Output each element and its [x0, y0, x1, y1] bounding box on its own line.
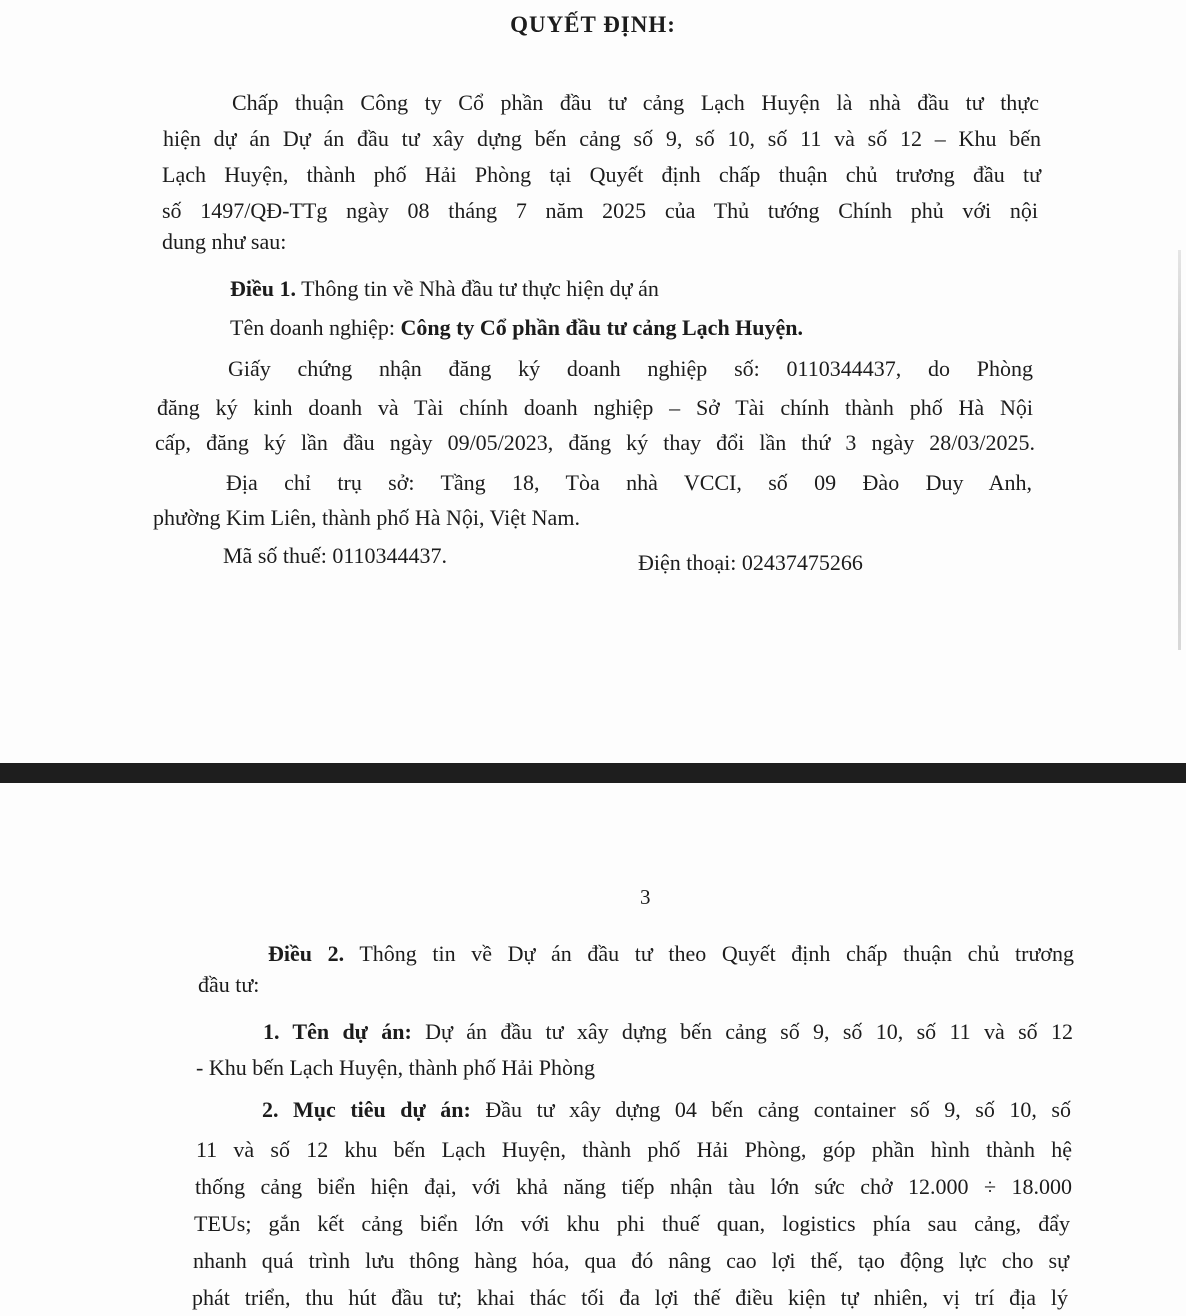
intro-line-5: dung như sau: [162, 229, 287, 254]
article-2-label: Điều 2. [268, 941, 345, 966]
item-2-line-4: nhanh quá trình lưu thông hàng hóa, qua đó nâng cao lợi thế, tạo động lực cho sự [193, 1248, 1069, 1273]
tax-code: Mã số thuế: 0110344437. [223, 543, 448, 568]
article-2-text: Thông tin về Dự án đầu tư theo Quyết định chấp thuận chủ trương [344, 941, 1075, 966]
article-2 [268, 941, 1074, 967]
cert-line-3: cấp, đăng ký lần đầu ngày 09/05/2023, đăng ký thay đổi lần thứ 3 ngày 28/03/2025. [155, 430, 1035, 455]
item-2-label: 2. Mục tiêu dự án: [262, 1097, 471, 1122]
address-line-2: phường Kim Liên, thành phố Hà Nội, Việt Nam. [153, 505, 580, 530]
page-divider [0, 763, 1186, 783]
scan-edge-shadow [1178, 250, 1181, 650]
cert-line-1: Giấy chứng nhận đăng ký doanh nghiệp số: 0110344437, do Phòng [228, 356, 1033, 381]
page-number: 3 [640, 885, 651, 909]
item-1 [263, 1019, 1073, 1045]
item-2 [262, 1097, 1071, 1123]
item-2-line-1: 11 và số 12 khu bến Lạch Huyện, thành phố Hải Phòng, góp phần hình thành hệ [196, 1137, 1072, 1162]
item-1-text: Dự án đầu tư xây dựng bến cảng số 9, số 10, số 11 và số 12 [411, 1019, 1073, 1044]
company-name-line [230, 315, 803, 341]
item-2-line-2: thống cảng biển hiện đại, với khả năng tiếp nhận tàu lớn sức chở 12.000 ÷ 18.000 [195, 1174, 1072, 1199]
intro-line-1: Chấp thuận Công ty Cổ phần đầu tư cảng Lạch Huyện là nhà đầu tư thực [232, 90, 1039, 115]
phone-number: Điện thoại: 02437475266 [638, 550, 863, 575]
intro-line-3: Lạch Huyện, thành phố Hải Phòng tại Quyết định chấp thuận chủ trương đầu tư [162, 162, 1041, 187]
decision-heading: QUYẾT ĐỊNH: [510, 12, 676, 37]
intro-line-2: hiện dự án Dự án đầu tư xây dựng bến cảng số 9, số 10, số 11 và số 12 – Khu bến [163, 126, 1041, 151]
item-2-line-3: TEUs; gắn kết cảng biển lớn với khu phi thuế quan, logistics phía sau cảng, đẩy [194, 1211, 1070, 1236]
item-1-cont: - Khu bến Lạch Huyện, thành phố Hải Phòng [196, 1055, 595, 1080]
company-name: Công ty Cổ phần đầu tư cảng Lạch Huyện. [400, 315, 804, 340]
intro-line-4: số 1497/QĐ-TTg ngày 08 tháng 7 năm 2025 của Thủ tướng Chính phủ với nội [162, 198, 1038, 223]
article-1-label: Điều 1. [230, 276, 296, 301]
address-line-1: Địa chỉ trụ sở: Tầng 18, Tòa nhà VCCI, số 09 Đào Duy Anh, [226, 470, 1032, 495]
article-2-cont: đầu tư: [198, 972, 260, 997]
cert-line-2: đăng ký kinh doanh và Tài chính doanh nghiệp – Sở Tài chính thành phố Hà Nội [157, 395, 1033, 420]
article-1-text: Thông tin về Nhà đầu tư thực hiện dự án [296, 276, 659, 301]
document-page-bottom [0, 783, 1186, 1316]
article-1 [230, 276, 659, 302]
item-1-label: 1. Tên dự án: [263, 1019, 412, 1044]
company-label: Tên doanh nghiệp: [230, 315, 401, 340]
item-2-text: Đầu tư xây dựng 04 bến cảng container số 9, số 10, số [470, 1097, 1071, 1122]
item-2-line-5: phát triển, thu hút đầu tư; khai thác tối đa lợi thế điều kiện tự nhiên, vị trí địa lý [192, 1285, 1068, 1310]
